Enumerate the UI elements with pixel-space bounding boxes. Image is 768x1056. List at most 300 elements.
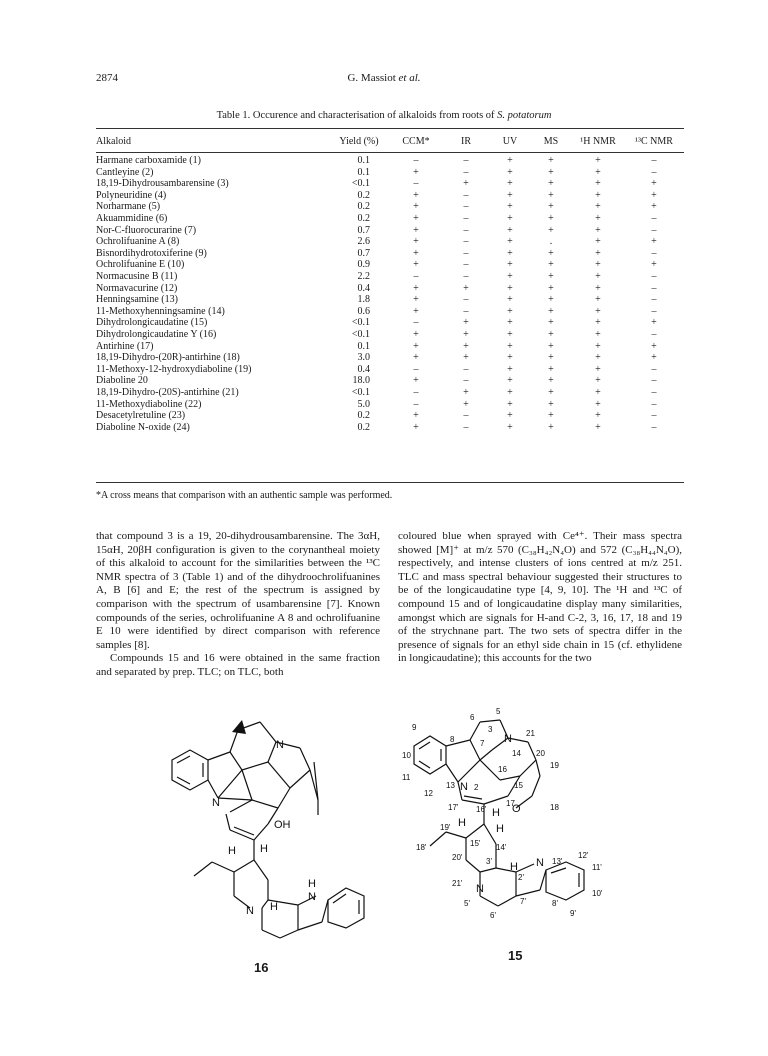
table-cell: + xyxy=(651,340,657,352)
table-cell: + xyxy=(651,317,657,329)
table-cell: + xyxy=(548,247,554,259)
table-row xyxy=(96,364,684,376)
table-cell: + xyxy=(548,421,554,433)
alkaloid-name-cell: 18,19-Dihydro-(20S)-antirhine (21) xyxy=(96,386,239,398)
atom-label: H xyxy=(270,901,278,913)
table-cell: – xyxy=(651,247,657,259)
table-cell: + xyxy=(413,410,419,422)
table-cell: + xyxy=(463,178,469,190)
table-row xyxy=(96,236,684,248)
table-cell: + xyxy=(463,282,469,294)
table-cell: + xyxy=(651,259,657,271)
atom-number: 17 xyxy=(506,799,515,808)
atom-number: 10' xyxy=(592,889,603,898)
table-cell: – xyxy=(463,236,469,248)
table-cell: – xyxy=(413,398,419,410)
col-header-ms: MS xyxy=(543,136,559,148)
table-row xyxy=(96,398,684,410)
table-cell: – xyxy=(463,224,469,236)
table-cell: + xyxy=(463,352,469,364)
table-caption-text: Table 1. Occurence and characterisation of alkaloids from roots of xyxy=(216,110,495,121)
table-cell: + xyxy=(507,282,513,294)
atom-number: 20' xyxy=(452,853,463,862)
table-cell: – xyxy=(651,410,657,422)
table-cell: 0.2 xyxy=(357,213,370,225)
atom-label: N xyxy=(276,739,284,751)
table-cell: – xyxy=(651,155,657,167)
table-cell: – xyxy=(463,213,469,225)
alkaloid-name-cell: Nor-C-fluorocurarine (7) xyxy=(96,224,197,236)
table-row xyxy=(96,329,684,341)
table-cell: 3.0 xyxy=(357,352,370,364)
col-header-uv: UV xyxy=(502,136,518,148)
table-row xyxy=(96,167,684,179)
running-head xyxy=(0,72,768,84)
table-cell: + xyxy=(651,352,657,364)
table-cell: + xyxy=(507,386,513,398)
table-row xyxy=(96,387,684,399)
structure-15-label: 15 xyxy=(508,948,523,963)
table-cell: 0.4 xyxy=(357,363,370,375)
paragraph: coloured blue when sprayed with Ce⁴⁺. Their mass spectra showed [M]⁺ at m/z 570 (C₃₈H₄₂N₄O) and 572 (C₃₈H₄₄N₄O), respectively, and intense clusters of ions centred at m/z 251. TLC and mass spectral behaviour suggested their structures to be of the longicaudatine type [4, 9, 10]. The ¹H and ¹³C of compound 15 and of longicaudatine display many similarities, amongst which are signals for H-and C-2, 3, 16, 17, 18 and 19 of the strychnane part. The two sets of spectra differ in the presence of signals for an ethyl side chain in 15 (cf. ethylidene in longicaudatine); this accounts for the two xyxy=(398,530,682,665)
alkaloid-name-cell: 18,19-Dihydro-(20R)-antirhine (18) xyxy=(96,352,240,364)
atom-label: H xyxy=(492,807,500,819)
atom-number: 3' xyxy=(486,857,492,866)
alkaloid-name-cell: Diaboline N-oxide (24) xyxy=(96,421,190,433)
alkaloid-name-cell: Dihydrolongicaudatine (15) xyxy=(96,317,208,329)
table-cell: + xyxy=(507,375,513,387)
atom-label: H xyxy=(228,845,236,857)
atom-number: 16 xyxy=(498,765,507,774)
table-cell: + xyxy=(548,166,554,178)
atom-number: 2 xyxy=(474,783,479,792)
table-row xyxy=(96,201,684,213)
table-row xyxy=(96,283,684,295)
table-cell: + xyxy=(507,294,513,306)
atom-number: 3 xyxy=(488,725,493,734)
atom-label: N xyxy=(460,781,468,793)
table-cell: – xyxy=(463,421,469,433)
atom-label: H xyxy=(496,823,504,835)
atom-label: H xyxy=(458,817,466,829)
alkaloid-name-cell: Ochrolifuanine A (8) xyxy=(96,236,180,248)
table-cell: + xyxy=(413,201,419,213)
table-cell: + xyxy=(507,305,513,317)
table-cell: 0.7 xyxy=(357,247,370,259)
table-cell: + xyxy=(548,328,554,340)
table-cell: 0.2 xyxy=(357,189,370,201)
table-cell: + xyxy=(507,398,513,410)
atom-number: 15 xyxy=(514,781,523,790)
table-cell: + xyxy=(595,213,601,225)
table-cell: + xyxy=(507,201,513,213)
body-column-left xyxy=(96,530,380,680)
table-cell: + xyxy=(507,247,513,259)
table-cell: + xyxy=(548,375,554,387)
atom-label: N xyxy=(504,733,512,745)
table-cell: – xyxy=(651,282,657,294)
table-cell: – xyxy=(651,166,657,178)
table-cell: + xyxy=(595,282,601,294)
table-cell: + xyxy=(548,317,554,329)
structure-15-drawing xyxy=(400,707,660,965)
table-cell: 0.1 xyxy=(357,166,370,178)
table-cell: + xyxy=(595,224,601,236)
col-header-yield: Yield (%) xyxy=(339,136,379,148)
table-row xyxy=(96,271,684,283)
table-row xyxy=(96,248,684,260)
col-header-13c-nmr: ¹³C NMR xyxy=(635,136,673,148)
table-cell: + xyxy=(548,363,554,375)
table-body xyxy=(96,155,684,433)
table-cell: 0.7 xyxy=(357,224,370,236)
atom-number: 7' xyxy=(520,897,526,906)
table-cell: + xyxy=(548,386,554,398)
table-cell: 0.1 xyxy=(357,155,370,167)
alkaloid-name-cell: 11-Methoxy-12-hydroxydiaboline (19) xyxy=(96,363,252,375)
table-cell: + xyxy=(413,166,419,178)
table-cell: + xyxy=(507,363,513,375)
table-row xyxy=(96,190,684,202)
table-cell: 0.6 xyxy=(357,305,370,317)
atom-number: 12' xyxy=(578,851,589,860)
table-row xyxy=(96,352,684,364)
atom-number: 19 xyxy=(550,761,559,770)
table-cell: + xyxy=(595,363,601,375)
table-header-row xyxy=(96,133,684,155)
table-cell: + xyxy=(548,410,554,422)
table-cell: + xyxy=(548,213,554,225)
table-cell: + xyxy=(548,178,554,190)
table-cell: + xyxy=(595,328,601,340)
table-cell: + xyxy=(413,247,419,259)
table-cell: + xyxy=(507,352,513,364)
table-cell: + xyxy=(413,328,419,340)
table-cell: – xyxy=(463,305,469,317)
table-cell: – xyxy=(651,328,657,340)
table-cell: <0.1 xyxy=(351,386,370,398)
table-cell: – xyxy=(463,410,469,422)
atom-number: 6 xyxy=(470,713,475,722)
table-cell: – xyxy=(463,294,469,306)
atom-number: 11' xyxy=(592,863,602,872)
table-cell: + xyxy=(595,340,601,352)
atom-number: 14' xyxy=(496,843,507,852)
table-cell: – xyxy=(413,270,419,282)
table-row xyxy=(96,294,684,306)
table-cell: – xyxy=(651,294,657,306)
table-cell: + xyxy=(595,178,601,190)
atom-number: 13 xyxy=(446,781,455,790)
table-cell: + xyxy=(595,421,601,433)
atom-label: H xyxy=(308,878,316,890)
atom-label: N xyxy=(308,891,316,903)
table-cell: – xyxy=(463,155,469,167)
table-cell: + xyxy=(595,155,601,167)
table-cell: <0.1 xyxy=(351,178,370,190)
alkaloid-name-cell: Bisnordihydrotoxiferine (9) xyxy=(96,247,207,259)
table-cell: + xyxy=(413,213,419,225)
table-cell: + xyxy=(413,282,419,294)
table-cell: 0.2 xyxy=(357,201,370,213)
atom-label: N xyxy=(536,857,544,869)
table-cell: – xyxy=(463,259,469,271)
atom-number: 18 xyxy=(550,803,559,812)
table-cell: + xyxy=(413,352,419,364)
table-cell: 18.0 xyxy=(352,375,370,387)
alkaloid-name-cell: 11-Methoxyhenningsamine (14) xyxy=(96,305,225,317)
table-cell: + xyxy=(507,155,513,167)
table-row xyxy=(96,178,684,190)
table-cell: + xyxy=(507,328,513,340)
atom-label: N xyxy=(246,905,254,917)
table-cell: <0.1 xyxy=(351,328,370,340)
table-cell: + xyxy=(413,189,419,201)
atom-number: 9' xyxy=(570,909,576,918)
table-cell: – xyxy=(463,375,469,387)
structure-16-label: 16 xyxy=(254,960,269,975)
table-cell: + xyxy=(548,155,554,167)
alkaloid-name-cell: Normacusine B (11) xyxy=(96,270,178,282)
table-cell: + xyxy=(651,201,657,213)
alkaloid-name-cell: Antirhine (17) xyxy=(96,340,154,352)
table-cell: 0.9 xyxy=(357,259,370,271)
atom-label: N xyxy=(476,883,484,895)
table-cell: – xyxy=(651,398,657,410)
paragraph: Compounds 15 and 16 were obtained in the same fraction and separated by prep. TLC; on TLC, both xyxy=(96,652,380,678)
table-caption xyxy=(0,110,768,121)
atom-number: 16' xyxy=(476,805,487,814)
body-column-right xyxy=(398,530,682,666)
table-cell: + xyxy=(595,305,601,317)
atom-number: 11 xyxy=(402,773,411,782)
paragraph: that compound 3 is a 19, 20-dihydrousambarensine. The 3αH, 15αH, 20βH configuration is given to the corynantheal moiety of this alkaloid to account for the similarities between the ¹³C NMR spectra of 3 (Table 1) and of the dihydroochrolifuanines A, B [6] and E; the rest of the spectrum is assigned by comparison with the spectrum of usambarensine [7]. Known compounds of the series, ochrolifuanine A 8 and ochrolifuanine E 10 were identified by direct comparison with reference samples [8]. xyxy=(96,530,380,651)
table-cell: + xyxy=(548,270,554,282)
atom-label: OH xyxy=(274,819,291,831)
alkaloid-name-cell: Desacetylretuline (23) xyxy=(96,410,186,422)
table-cell: + xyxy=(413,340,419,352)
table-cell: + xyxy=(595,189,601,201)
table-cell: + xyxy=(463,317,469,329)
atom-number: 2' xyxy=(518,873,524,882)
table-row xyxy=(96,422,684,434)
alkaloid-table xyxy=(96,133,684,433)
table-cell: + xyxy=(413,421,419,433)
alkaloid-name-cell: 11-Methoxydiaboline (22) xyxy=(96,398,202,410)
table-row xyxy=(96,306,684,318)
table-cell: + xyxy=(548,224,554,236)
table-cell: + xyxy=(463,398,469,410)
table-cell: + xyxy=(548,189,554,201)
table-cell: + xyxy=(651,178,657,190)
table-cell: – xyxy=(413,178,419,190)
table-cell: + xyxy=(507,410,513,422)
table-cell: + xyxy=(463,386,469,398)
table-cell: + xyxy=(651,236,657,248)
table-cell: + xyxy=(595,259,601,271)
atom-number: 18' xyxy=(416,843,427,852)
table-cell: – xyxy=(651,305,657,317)
table-cell: + xyxy=(595,236,601,248)
atom-number: 15' xyxy=(470,839,481,848)
table-cell: + xyxy=(548,352,554,364)
col-header-alkaloid: Alkaloid xyxy=(96,136,131,148)
table-cell: – xyxy=(463,201,469,213)
table-cell: . xyxy=(549,236,553,248)
table-cell: + xyxy=(651,189,657,201)
table-cell: + xyxy=(507,236,513,248)
table-cell: – xyxy=(463,247,469,259)
alkaloid-name-cell: Polyneuridine (4) xyxy=(96,189,167,201)
table-bottom-rule xyxy=(96,482,684,483)
table-cell: 0.2 xyxy=(357,410,370,422)
atom-number: 7 xyxy=(480,739,485,748)
alkaloid-name-cell: Cantleyine (2) xyxy=(96,166,154,178)
table-cell: + xyxy=(413,305,419,317)
table-cell: + xyxy=(413,224,419,236)
alkaloid-name-cell: Ochrolifuanine E (10) xyxy=(96,259,185,271)
table-cell: – xyxy=(651,363,657,375)
table-cell: 2.6 xyxy=(357,236,370,248)
table-cell: – xyxy=(651,386,657,398)
col-header-ccm: CCM* xyxy=(402,136,430,148)
table-cell: + xyxy=(548,294,554,306)
atom-number: 12 xyxy=(424,789,433,798)
table-cell: + xyxy=(548,398,554,410)
table-caption-species: S. potatorum xyxy=(497,110,552,121)
table-cell: + xyxy=(507,189,513,201)
atom-number: 14 xyxy=(512,749,521,758)
table-cell: – xyxy=(651,375,657,387)
table-cell: – xyxy=(651,270,657,282)
atom-number: 5 xyxy=(496,707,501,716)
atom-number: 5' xyxy=(464,899,470,908)
alkaloid-name-cell: Normavacurine (12) xyxy=(96,282,178,294)
table-cell: + xyxy=(595,352,601,364)
table-cell: + xyxy=(595,166,601,178)
alkaloid-name-cell: Henningsamine (13) xyxy=(96,294,178,306)
table-cell: – xyxy=(413,363,419,375)
atom-label: H xyxy=(260,843,268,855)
table-cell: + xyxy=(548,259,554,271)
table-cell: + xyxy=(463,328,469,340)
table-cell: 1.8 xyxy=(357,294,370,306)
table-cell: <0.1 xyxy=(351,317,370,329)
table-cell: – xyxy=(413,386,419,398)
atom-number: 10 xyxy=(402,751,411,760)
atom-number: 19' xyxy=(440,823,451,832)
col-header-1h-nmr: ¹H NMR xyxy=(580,136,616,148)
table-cell: + xyxy=(595,386,601,398)
table-cell: + xyxy=(507,166,513,178)
table-cell: 0.1 xyxy=(357,340,370,352)
table-cell: – xyxy=(651,421,657,433)
table-cell: + xyxy=(595,247,601,259)
atom-label: N xyxy=(212,797,220,809)
atom-number: 13' xyxy=(552,857,563,866)
table-row xyxy=(96,155,684,167)
table-row xyxy=(96,213,684,225)
atom-number: 9 xyxy=(412,723,417,732)
table-cell: + xyxy=(413,236,419,248)
table-cell: – xyxy=(463,363,469,375)
atom-label: O xyxy=(512,803,521,815)
table-cell: + xyxy=(507,224,513,236)
table-row xyxy=(96,410,684,422)
table-cell: 5.0 xyxy=(357,398,370,410)
col-header-ir: IR xyxy=(461,136,471,148)
table-row xyxy=(96,341,684,353)
table-cell: + xyxy=(595,270,601,282)
atom-number: 21' xyxy=(452,879,463,888)
table-cell: – xyxy=(651,224,657,236)
table-cell: + xyxy=(507,340,513,352)
table-cell: + xyxy=(507,213,513,225)
atom-number: 21 xyxy=(526,729,535,738)
running-head-etal: et al. xyxy=(398,72,421,84)
table-cell: + xyxy=(463,340,469,352)
atom-number: 6' xyxy=(490,911,496,920)
structure-16-drawing xyxy=(150,700,390,950)
atom-number: 8' xyxy=(552,899,558,908)
atom-label: H xyxy=(510,861,518,873)
table-cell: – xyxy=(463,166,469,178)
alkaloid-name-cell: Akuammidine (6) xyxy=(96,213,168,225)
table-top-rule xyxy=(96,128,684,129)
alkaloid-name-cell: Norharmane (5) xyxy=(96,201,161,213)
atom-number: 20 xyxy=(536,749,545,758)
table-cell: + xyxy=(548,340,554,352)
running-head-author: G. Massiot xyxy=(347,72,396,84)
atom-number: 8 xyxy=(450,735,455,744)
table-cell: + xyxy=(413,294,419,306)
table-row xyxy=(96,225,684,237)
alkaloid-name-cell: 18,19-Dihydrousambarensine (3) xyxy=(96,178,229,190)
table-cell: + xyxy=(595,410,601,422)
table-cell: – xyxy=(463,270,469,282)
alkaloid-name-cell: Harmane carboxamide (1) xyxy=(96,155,201,167)
table-row xyxy=(96,259,684,271)
table-cell: 0.4 xyxy=(357,282,370,294)
table-cell: + xyxy=(548,282,554,294)
table-cell: + xyxy=(595,375,601,387)
table-cell: + xyxy=(548,201,554,213)
table-cell: + xyxy=(413,375,419,387)
alkaloid-name-cell: Dihydrolongicaudatine Y (16) xyxy=(96,328,217,340)
table-cell: + xyxy=(595,294,601,306)
atom-number: 17' xyxy=(448,803,459,812)
table-cell: – xyxy=(413,155,419,167)
table-cell: + xyxy=(507,270,513,282)
table-cell: – xyxy=(413,317,419,329)
table-cell: + xyxy=(595,317,601,329)
alkaloid-name-cell: Diaboline 20 xyxy=(96,375,148,387)
table-cell: 2.2 xyxy=(357,270,370,282)
table-footnote: *A cross means that comparison with an authentic sample was performed. xyxy=(96,490,393,501)
table-cell: + xyxy=(595,398,601,410)
table-cell: – xyxy=(651,213,657,225)
table-cell: + xyxy=(507,259,513,271)
table-cell: 0.2 xyxy=(357,421,370,433)
table-cell: + xyxy=(548,305,554,317)
table-cell: + xyxy=(507,421,513,433)
table-cell: + xyxy=(507,178,513,190)
table-row xyxy=(96,317,684,329)
table-cell: + xyxy=(595,201,601,213)
table-cell: – xyxy=(463,189,469,201)
page-number: 2874 xyxy=(96,72,118,84)
table-cell: + xyxy=(507,317,513,329)
